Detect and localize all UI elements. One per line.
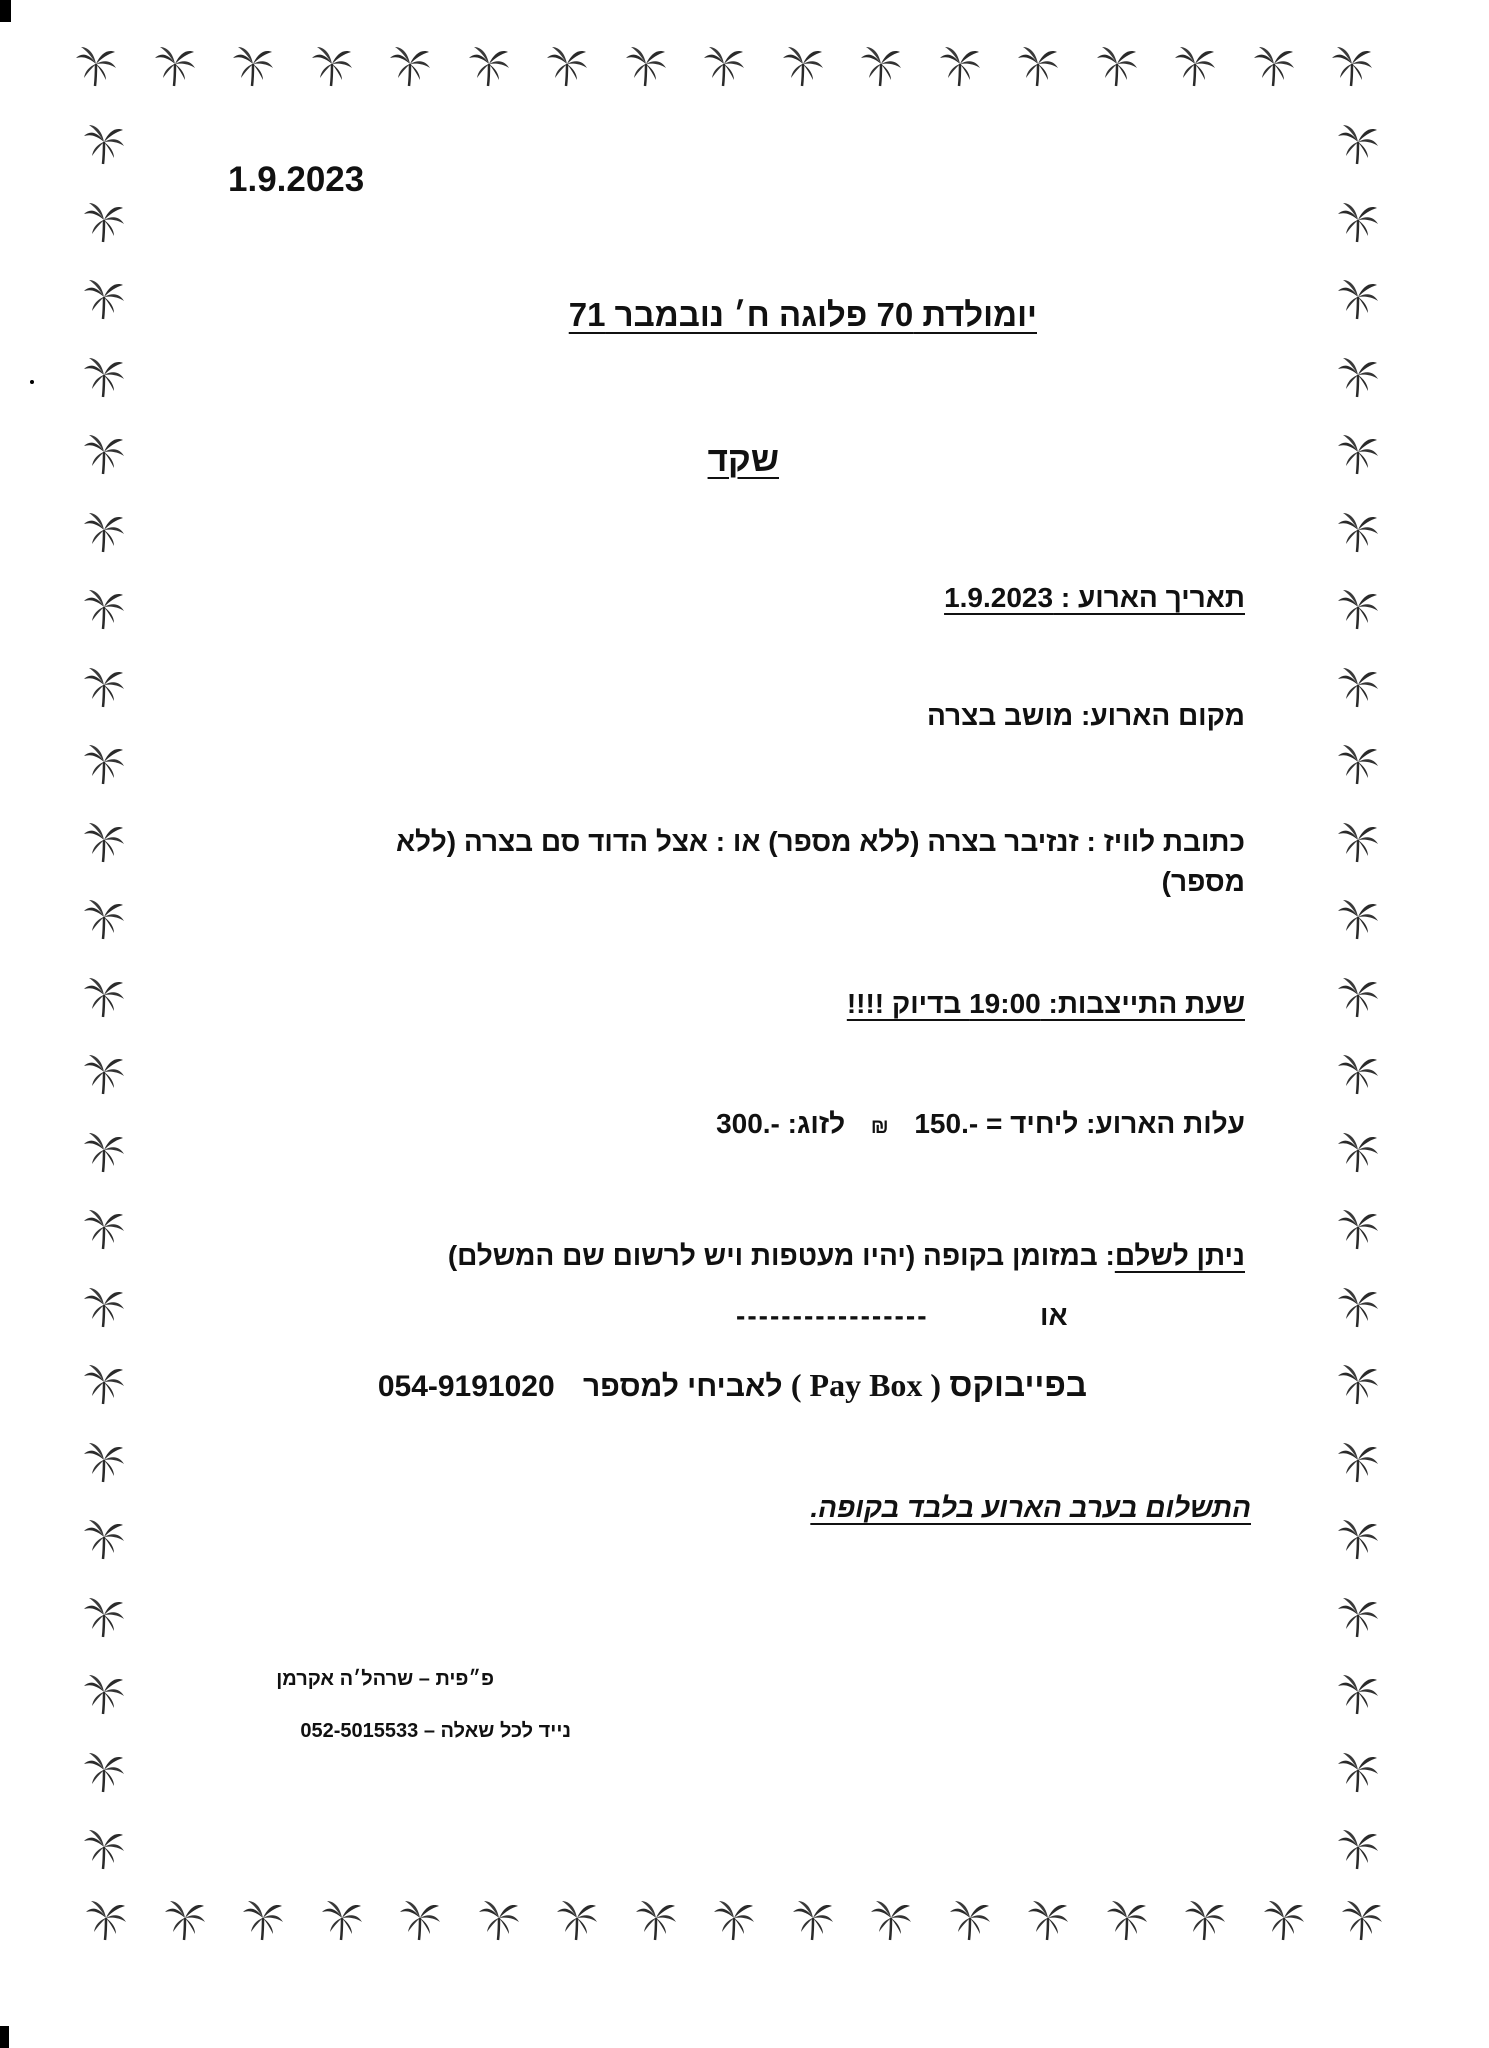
- palm-tree-icon: [1336, 897, 1380, 941]
- palm-tree-icon: [82, 1672, 126, 1716]
- contact-line: [300, 1720, 571, 1743]
- palm-tree-icon: [231, 44, 275, 88]
- corner-date: 1.9.2023: [228, 160, 365, 199]
- palm-tree-icon: [948, 1898, 992, 1942]
- palm-tree-icon: [1095, 44, 1139, 88]
- palm-tree-icon: [82, 1750, 126, 1794]
- paybox-name: ( Pay Box ): [790, 1367, 942, 1403]
- palm-tree-icon: [1336, 510, 1380, 554]
- palm-tree-icon: [624, 44, 668, 88]
- contact-phone: 052-5015533: [300, 1720, 419, 1742]
- palm-tree-icon: [1336, 1362, 1380, 1406]
- payment-label: ניתן לשלם: [1114, 1240, 1245, 1271]
- palm-tree-icon: [545, 44, 589, 88]
- event-place: מקום הארוע: מושב בצרה: [927, 700, 1245, 731]
- palm-tree-icon: [1336, 1827, 1380, 1871]
- palm-tree-icon: [869, 1898, 913, 1942]
- palm-tree-icon: [82, 1052, 126, 1096]
- payment-cash: : במזומן בקופה (יהיו מעטפות ויש לרשום שם המשלם): [447, 1240, 1115, 1271]
- paybox-phone: 054-9191020: [377, 1370, 555, 1403]
- palm-tree-icon: [1336, 1517, 1380, 1561]
- palm-tree-icon: [791, 1898, 835, 1942]
- palm-tree-icon: [82, 355, 126, 399]
- palm-tree-icon: [1336, 975, 1380, 1019]
- palm-tree-icon: [153, 44, 197, 88]
- palm-tree-icon: [1336, 742, 1380, 786]
- palm-tree-icon: [1336, 665, 1380, 709]
- palm-tree-icon: [82, 897, 126, 941]
- palm-tree-icon: [1336, 1285, 1380, 1329]
- palm-tree-icon: [1252, 44, 1296, 88]
- palm-tree-icon: [1105, 1898, 1149, 1942]
- waze-address-line1: כתובת לוויז : זנזיבר בצרה (ללא מספר) או : אצל הדוד סם בצרה (ללא: [395, 826, 1245, 857]
- palm-tree-icon: [1336, 200, 1380, 244]
- palm-tree-icon: [82, 1362, 126, 1406]
- palm-tree-icon: [82, 1595, 126, 1639]
- palm-tree-icon: [82, 1440, 126, 1484]
- palm-tree-icon: [82, 1207, 126, 1251]
- palm-tree-icon: [1336, 1440, 1380, 1484]
- palm-tree-icon: [555, 1898, 599, 1942]
- palm-tree-icon: [1336, 355, 1380, 399]
- palm-tree-icon: [82, 820, 126, 864]
- palm-tree-icon: [702, 44, 746, 88]
- palm-tree-icon: [82, 1285, 126, 1329]
- page-title: יומולדת 70 פלוגה ח׳ נובמבר 71: [568, 296, 1037, 333]
- palm-tree-icon: [310, 44, 354, 88]
- palm-tree-icon: [477, 1898, 521, 1942]
- palm-tree-icon: [938, 44, 982, 88]
- palm-tree-icon: [82, 510, 126, 554]
- palm-tree-icon: [82, 665, 126, 709]
- contact-label: נייד לכל שאלה –: [423, 1720, 571, 1742]
- palm-tree-icon: [1336, 587, 1380, 631]
- palm-tree-icon: [1336, 1207, 1380, 1251]
- palm-tree-icon: [388, 44, 432, 88]
- palm-tree-icon: [1336, 1595, 1380, 1639]
- cost-single: עלות הארוע: ליחיד = -.150: [914, 1108, 1245, 1139]
- palm-tree-icon: [781, 44, 825, 88]
- palm-tree-icon: [1336, 1052, 1380, 1096]
- palm-tree-icon: [82, 1130, 126, 1174]
- waze-address-line2: מספר): [1161, 866, 1245, 897]
- palm-tree-icon: [1340, 1898, 1384, 1942]
- payment-note: התשלום בערב הארוע בלבד בקופה.: [810, 1492, 1251, 1523]
- palm-tree-icon: [712, 1898, 756, 1942]
- palm-tree-icon: [1330, 44, 1374, 88]
- palm-tree-icon: [634, 1898, 678, 1942]
- payment-or: או: [1040, 1300, 1068, 1331]
- palm-tree-icon: [74, 44, 118, 88]
- palm-tree-icon: [467, 44, 511, 88]
- palm-tree-icon: [163, 1898, 207, 1942]
- palm-tree-icon: [1336, 1130, 1380, 1174]
- cost-couple: לזוג: -.300: [716, 1108, 846, 1139]
- palm-tree-icon: [398, 1898, 442, 1942]
- palm-tree-icon: [82, 200, 126, 244]
- page-subtitle: שקד: [707, 440, 779, 479]
- palm-tree-icon: [82, 432, 126, 476]
- palm-tree-icon: [82, 277, 126, 321]
- palm-tree-icon: [1336, 820, 1380, 864]
- palm-tree-icon: [1016, 44, 1060, 88]
- palm-tree-icon: [1336, 432, 1380, 476]
- organizer: פ״פית – שרהל׳ה אקרמן: [276, 1668, 494, 1690]
- cost-line: [716, 1108, 1245, 1140]
- palm-tree-icon: [1173, 44, 1217, 88]
- palm-tree-icon: [82, 975, 126, 1019]
- palm-tree-icon: [1336, 277, 1380, 321]
- palm-tree-icon: [1336, 1750, 1380, 1794]
- palm-tree-icon: [1183, 1898, 1227, 1942]
- palm-tree-icon: [82, 1827, 126, 1871]
- payment-dashes: -----------------: [736, 1300, 929, 1331]
- payment-line: [448, 1240, 1245, 1272]
- palm-tree-icon: [241, 1898, 285, 1942]
- palm-tree-icon: [82, 122, 126, 166]
- palm-tree-icon: [82, 742, 126, 786]
- paybox-suffix: לאביחי למספר: [583, 1370, 783, 1403]
- palm-tree-icon: [1026, 1898, 1070, 1942]
- event-date: תאריך הארוע : 1.9.2023: [944, 582, 1245, 613]
- palm-tree-icon: [1336, 1672, 1380, 1716]
- palm-tree-icon: [859, 44, 903, 88]
- paybox-line: [378, 1366, 1087, 1404]
- paybox-prefix: בפייבוקס: [949, 1366, 1087, 1403]
- palm-tree-icon: [84, 1898, 128, 1942]
- currency-sign: ₪: [870, 1116, 889, 1138]
- palm-tree-icon: [82, 1517, 126, 1561]
- palm-tree-icon: [320, 1898, 364, 1942]
- palm-tree-icon: [1336, 122, 1380, 166]
- palm-tree-icon: [1262, 1898, 1306, 1942]
- arrival-time: שעת התייצבות: 19:00 בדיוק !!!!: [846, 988, 1245, 1019]
- palm-tree-icon: [82, 587, 126, 631]
